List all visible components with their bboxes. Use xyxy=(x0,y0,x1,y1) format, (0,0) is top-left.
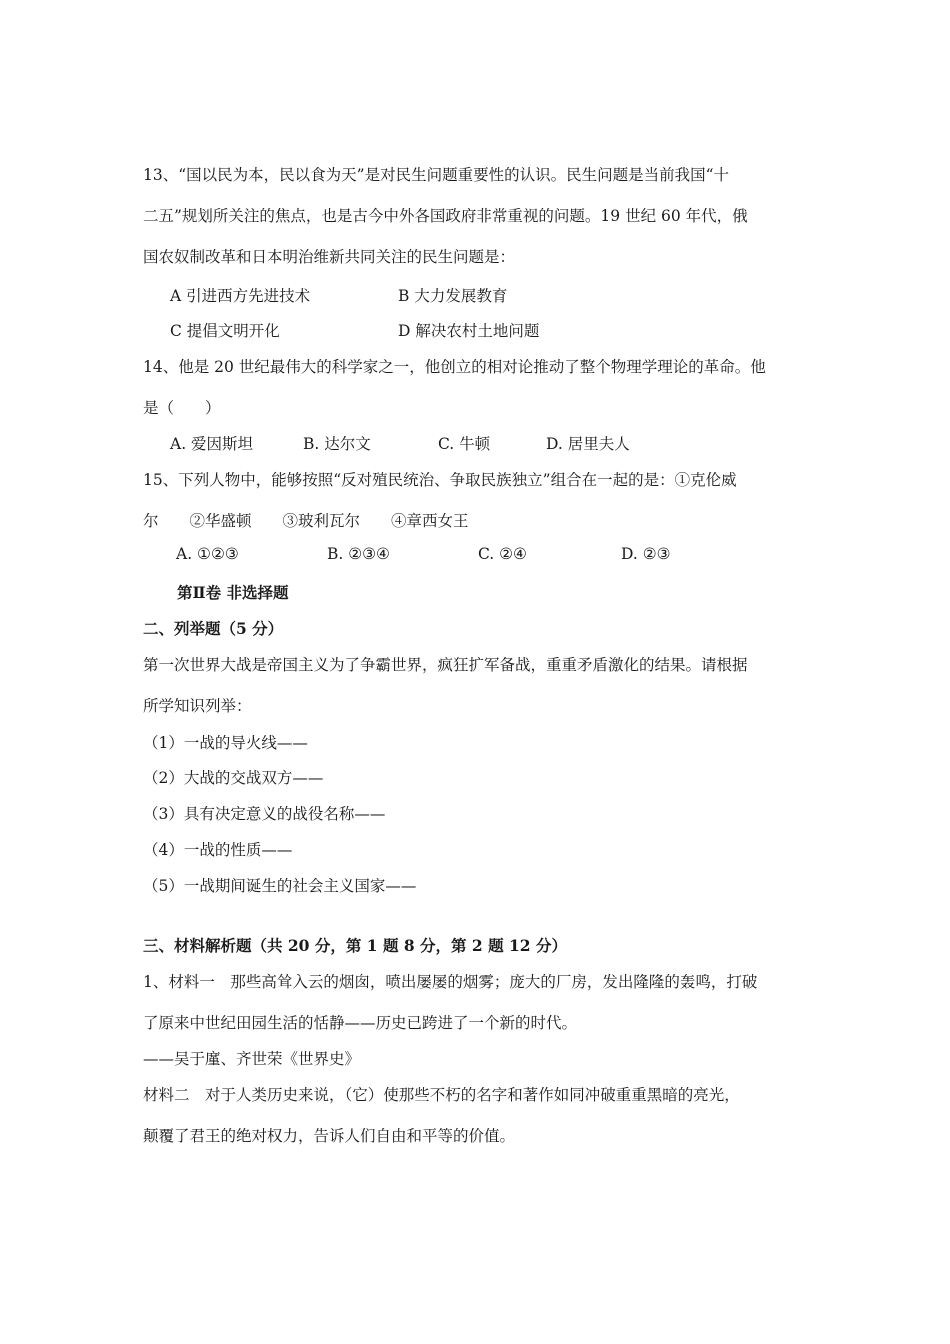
q13-option-b: B 大力发展教育 xyxy=(398,287,508,305)
q15-option-c: C. ②④ xyxy=(478,545,527,563)
material2-line-1: 材料二 对于人类历史来说，（它）使那些不朽的名字和著作如同冲破重重黑暗的亮光， xyxy=(143,1086,740,1104)
list-item: （5）一战期间诞生的社会主义国家—— xyxy=(143,877,417,895)
q13-option-c: C 提倡文明开化 xyxy=(170,322,280,340)
list-item: （3）具有决定意义的战役名称—— xyxy=(143,805,386,823)
material1-source: ——吴于廑、齐世荣《世界史》 xyxy=(143,1050,361,1068)
q13-option-a: A 引进西方先进技术 xyxy=(170,287,311,305)
q14-line-2: 是（ ） xyxy=(143,399,221,417)
q13-line-3: 国农奴制改革和日本明治维新共同关注的民生问题是： xyxy=(143,248,516,266)
q13-line-1: 13、“国以民为本，民以食为天”是对民生问题重要性的认识。民生问题是当前我国“十 xyxy=(143,166,729,184)
list-item: （2）大战的交战双方—— xyxy=(143,769,324,787)
section2-intro-line-1: 第一次世界大战是帝国主义为了争霸世界，疯狂扩军备战，重重矛盾激化的结果。请根据 xyxy=(143,656,748,674)
q14-option-a: A. 爱因斯坦 xyxy=(170,435,254,453)
section2-intro-line-2: 所学知识列举： xyxy=(143,697,252,715)
q15-option-d: D. ②③ xyxy=(621,545,671,563)
material2-line-2: 颠覆了君王的绝对权力，告诉人们自由和平等的价值。 xyxy=(143,1127,516,1145)
part2-title: 第Ⅱ卷 非选择题 xyxy=(177,583,289,602)
material1-line-1: 1、材料一 那些高耸入云的烟囱，喷出屡屡的烟雾；庞大的厂房，发出隆隆的轰鸣，打破 xyxy=(143,973,758,991)
q13-line-2: 二五”规划所关注的焦点，也是古今中外各国政府非常重视的问题。19 世纪 60 年代，俄 xyxy=(143,207,748,225)
q15-line-2: 尔 ②华盛顿 ③玻利瓦尔 ④章西女王 xyxy=(143,512,469,530)
q14-option-b: B. 达尔文 xyxy=(303,435,371,453)
section3-heading: 三、材料解析题（共 20 分，第 1 题 8 分，第 2 题 12 分） xyxy=(143,936,567,955)
q15-option-b: B. ②③④ xyxy=(327,545,390,563)
section2-heading: 二、列举题（5 分） xyxy=(143,619,284,638)
q14-option-c: C. 牛顿 xyxy=(438,435,491,453)
q14-line-1: 14、他是 20 世纪最伟大的科学家之一，他创立的相对论推动了整个物理学理论的革命。他 xyxy=(143,358,766,376)
q14-option-d: D. 居里夫人 xyxy=(546,435,630,453)
list-item: （4）一战的性质—— xyxy=(143,841,293,859)
q15-line-1: 15、下列人物中，能够按照“反对殖民统治、争取民族独立”组合在一起的是：①克伦威 xyxy=(143,471,737,489)
q15-option-a: A. ①②③ xyxy=(176,545,239,563)
list-item: （1）一战的导火线—— xyxy=(143,734,308,752)
q13-option-d: D 解决农村土地问题 xyxy=(398,322,540,340)
material1-line-2: 了原来中世纪田园生活的恬静——历史已跨进了一个新的时代。 xyxy=(143,1014,578,1032)
